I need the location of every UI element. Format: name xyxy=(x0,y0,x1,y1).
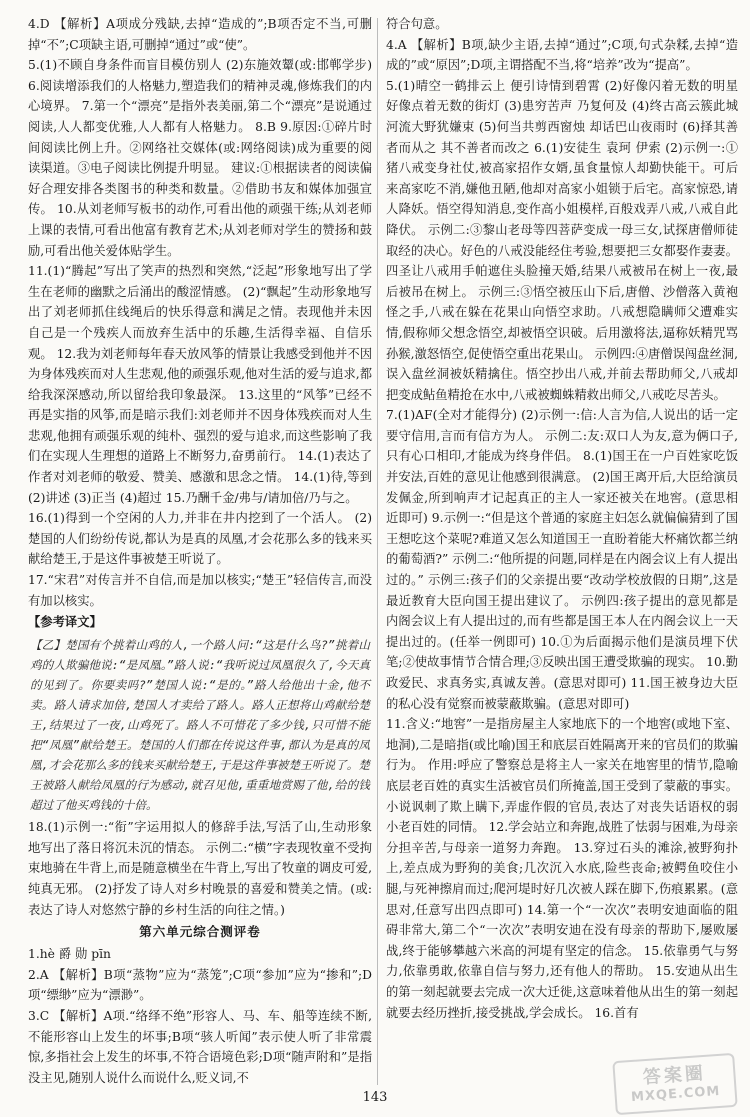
watermark-line-1: 答案圈 xyxy=(642,1062,707,1089)
left-column xyxy=(28,14,372,1089)
watermark-line-2: MXQE.COM xyxy=(630,1083,721,1106)
answer-s6-q3: 3.C 【解析】A项.“络绎不绝”形容人、马、车、船等连续不断,不能形容山上发生的坏事;B项“骇人听闻”表示使人听了非常震惊,多指社会上发生的坏事,不符合语境色彩;D项“随声附和”是指没主见,随别人说什么而说什么,贬义词,不 xyxy=(28,1008,372,1085)
answer-q16: 16.(1)得到一个空闲的人力,并非在井内挖到了一个活人。 (2)楚国的人们纷纷传说,都认为是真的凤凰,才会花那么多的钱来买献给楚王,于是这件事被楚王听说了。 xyxy=(28,511,372,567)
answer-page xyxy=(12,14,738,1089)
page-number: 143 xyxy=(362,1090,388,1105)
reference-translation: 【乙】楚国有个挑着山鸡的人,一个路人问:“这是什么鸟?”挑着山鸡的人欺骗他说:“是凤凰。”路人说:“我听说过凤凰很久了,今天真的见到了。你要卖吗?”楚国人说:“是的。”路人给他出十金,他不卖。路人请求加倍,楚国人才卖给了路人。路人正想将山鸡献给楚王,结果过了一夜,山鸡死了。路人不可惜花了多少钱,只可惜不能把“凤凰”献给楚王。楚国的人们都在传说这件事,都认为是真的凤凰,才会花那么多的钱来买献给楚王,于是这件事被楚王听说了。楚王被路人献给凤凰的行为感动,就召见他,重重地赏赐了他,给的钱超过了他买鸡钱的十倍。 xyxy=(30,638,370,813)
section-title: 第六单元综合测评卷 xyxy=(139,924,261,940)
right-column xyxy=(386,14,738,1089)
answer-q5-10: 5.(1)不顾自身条件而盲目模仿别人 (2)东施效颦(或:邯郸学步) 6.阅读增添我们的人格魅力,塑造我们的精神灵魂,修炼我们的内心境界。 7.第一个“漂亮”是指外表美丽,第二个“漂亮”是说通过阅读,人人都变优雅,人人都有人格魅力。 8.B 9.原因:①碎片时间阅读比例上升。②网络社交媒体(或:网络阅读)成为重要的阅读渠道。③电子阅读比例提升明显。 建议:①根据读者的阅读偏好合理安排各类图书的种类和数量。②借助书友和媒体加强宣传。 10.从刘老师写板书的动作,可看出他的顽强干练;从刘老师上课的表情,可看出他富有教育艺术;从刘老师对学生的赞扬和鼓励,可看出他关爱体贴学生。 xyxy=(28,58,372,258)
answer-q18: 18.(1)示例一:“衔”字运用拟人的修辞手法,写活了山,生动形象地写出了落日将沉未沉的情态。 示例二:“横”字表现牧童不受拘束地骑在牛背上,而是随意横坐在牛背上,写出了牧童的调皮可爱,纯真无邪。 (2)抒发了诗人对乡村晚景的喜爱和赞美之情。(或:表达了诗人对悠然宁静的乡村生活的向往之情。) xyxy=(28,820,372,917)
answer-s6-q4: 4.A 【解析】B项,缺少主语,去掉“通过”;C项,句式杂糅,去掉“造成的”或“原因”;D项,主谓搭配不当,将“培养”改为“提高”。 xyxy=(386,37,738,73)
answer-s6-q5-6: 5.(1)晴空一鹤排云上 便引诗情到碧霄 (2)好像闪着无数的明星 好像点着无数的街灯 (3)患穷苦声 乃复何及 (4)终古高云簇此城 河流大野犹嫌束 (5)何当共剪西窗烛 却话巴山夜雨时 (6)择其善者而从之 其不善者而改之 6.(1)安徒生 袁珂 伊索 (2)示例一:①猪八戒变身社仗,被高家招作女婿,虽食量惊人却勤快能干。可后来高家吃不消,嫌他丑陋,他却对高家小姐锁于后宅。高家惊恐,请人降妖。悟空得知消息,变作高小姐模样,百般戏弄八戒,八戒自此降伏。 示例二:③黎山老母等四菩萨变成一母三女,试探唐僧师徒取经的决心。好色的八戒没能经住考验,想要把三女都娶作妻妻。四圣让八戒用手帕遮住头脸撞天婚,结果八戒被吊在树上一夜,最后被吊在树上。 示例三:③悟空被压山下后,唐僧、沙僧落入黄袍怪之手,八戒在躲在花果山向悟空求助。八戒想隐瞒师父遭难实情,假称师父想念悟空,却被悟空识破。后用激将法,逼称妖精咒骂孙猴,激怒悟空,促使悟空重出花果山。 示例四:④唐僧误闯盘丝洞,误入盘丝洞被妖精擒住。悟空抄出八戒,并前去帮助师父,八戒却把变成鲇鱼精抢在水中,八戒被蜘蛛精救出师父,八戒吃尽苦头。 xyxy=(386,78,738,402)
answer-q11-15: 11.(1)“腾起”写出了笑声的热烈和突然,“泛起”形象地写出了学生在老师的幽默之后涌出的酸涩情感。 (2)“飘起”生动形象地写出了刘老师抓住线绳后的快乐得意和满足之情。表现他并未因自己是一个残疾人而放弃生活中的乐趣,生活得幸福、自信乐观。 12.我为刘老师每年春天放风筝的情景让我感受到他并不因为身体残疾而对人生悲观,他的顽强乐观,他对生活的爱与追求,都给我深深感动,所以留给我印象最深。 13.这里的“风筝”已经不再是实指的风筝,而是暗示我们:刘老师并不因身体残疾而对人生悲观,他拥有顽强乐观的纯朴、强烈的爱与追求,而这些影响了我们在实现人生理想的道路上不断努力,奋勇前行。 14.(1)表达了作者对刘老师的敬爱、赞美、感激和思念之情。 14.(1)待,等到 (2)讲述 (3)正当 (4)超过 15.乃酬千金/弗与/请加倍/乃与之。 xyxy=(28,264,372,505)
answer-s6-q2: 2.A 【解析】B项“蒸物”应为“蒸笼”;C项“参加”应为“掺和”;D项“缥缈”应为“漂渺”。 xyxy=(28,967,372,1003)
answer-q4: 4.D 【解析】A项成分残缺,去掉“造成的”;B项否定不当,可删掉“不”;C项缺主语,可删掉“通过”或“使”。 xyxy=(28,17,372,52)
answer-s6-q3-cont: 符合句意。 xyxy=(386,17,448,31)
answer-s6-q11-16: 11.含义:“地窖”一是指房屋主人家地底下的一个地窖(或地下室、地洞),二是暗指(或比喻)国王和底层百姓隔离开来的官员们的欺骗行为。 作用:呼应了警察总是将主人一家关在地窖里的情节,隐喻底层老百姓的真实生活被官员们所掩盖,国王受到了蒙蔽的事实。小说讽刺了欺上瞒下,弄虚作假的官员,表达了对丧失话语权的弱小老百姓的同情。 12.学会站立和奔跑,战胜了怯弱与困难,为母亲分担辛苦,与母亲一道努力奔跑。 13.穿过石头的滩涂,被野狗扑上,差点成为野狗的美食;几次沉入水底,险些丧命;被鳄鱼咬住小腿,与死神擦肩而过;爬河堤时好几次被人踩在脚下,伤痕累累。(意思对,任意写出四点即可) 14.第一个“一次次”表明安迪面临的阻碍非常大,第二个“一次次”表明安迪在没有母亲的帮助下,屡败屡战,终于能够攀越六米高的河堤有坚定的信念。 15.依靠勇气与努力,依靠勇敢,依靠自信与努力,还有他人的帮助。 15.安迪从出生的第一刻起就要去完成一次大迁徙,这意味着他从出生的第一刻起就要去经历挫折,接受挑战,学会成长。 16.首有 xyxy=(386,717,738,1020)
answer-s6-q7-10: 7.(1)AF(全对才能得分) (2)示例一:信:人言为信,人说出的话一定要守信用,言而有信方为人。 示例二:友:双口人为友,意为俩口子,只有心口相印,才能成为终身伴侣。 8.(1)国王在一户百姓家吃饭并安法,百姓的意见让他感到很满意。 (2)国王离开后,大臣给演员发佩金,所到响声才记起真正的主人一家还被关在地窖。(意思相近即可) 9.示例一:“但是这个普通的家庭主妇怎么就偏偏猜到了国王想吃这个菜呢?难道又怎么知道国王一直盼着能大杯痛饮都兰纳的葡萄酒?” 示例二:“他所提的问题,同样是在内阁会议上有人提出过的。” 示例三:孩子们的父亲提出要“改动学校放假的日期”,这是最近教育大臣向国王提出建议了。 示例四:孩子提出的意见都是内阁会议上有人提出过的,而有些都是国王本人在内阁会议上一天提出过的。(任举一例即可) 10.①为后面揭示他们是演员埋下伏笔;②使故事情节合情合理;③反映出国王遭受欺骗的现实。 10.勤政爱民、求真务实,真诚友善。(意思对即可) 11.国王被身边大臣的私心没有觉察而被蒙蔽欺骗。(意思对即可) xyxy=(386,408,738,711)
column-divider xyxy=(377,18,378,1085)
answer-s6-q1: 1.hè 爵 勋 pīn xyxy=(28,947,111,962)
site-watermark-logo xyxy=(612,1053,737,1115)
translation-heading: 【参考译文】 xyxy=(28,614,102,630)
answer-q17: 17.“宋君”对传言并不自信,而是加以核实;“楚王”轻信传言,而没有加以核实。 xyxy=(28,573,372,608)
